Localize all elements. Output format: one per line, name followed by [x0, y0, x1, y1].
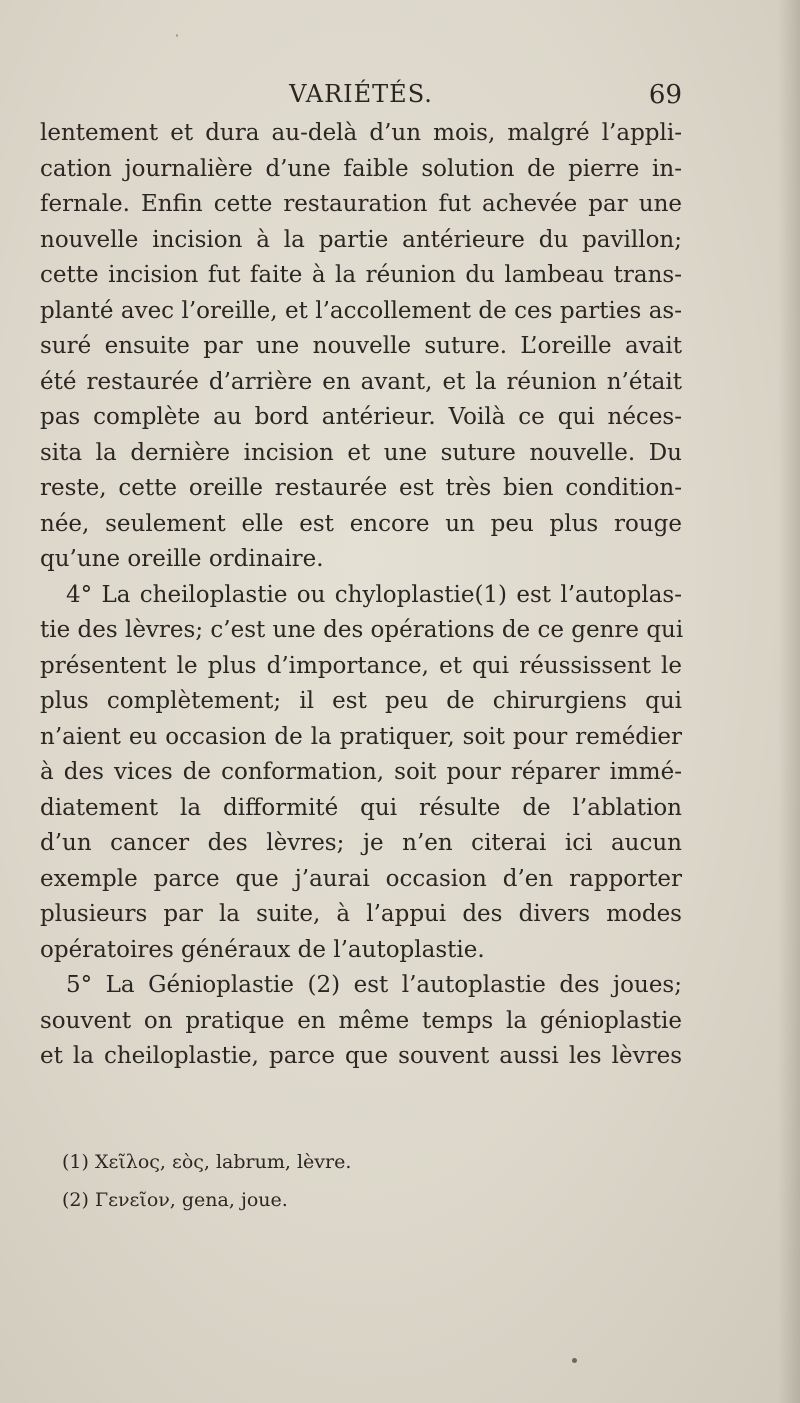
text-line: lentement et dura au-delà d’un mois, malgré l’appli- [40, 120, 682, 146]
text-line: d’un cancer des lèvres; je n’en citerai ici aucun [40, 830, 682, 856]
text-line: été restaurée d’arrière en avant, et la réunion n’était [40, 368, 682, 395]
text-line: n’aient eu occasion de la pratiquer, soit pour remédier [40, 723, 682, 750]
footnotes [62, 1143, 462, 1219]
text-line: à des vices de conformation, soit pour réparer immé- [40, 759, 682, 785]
text-line: diatement la difformité qui résulte de l’ablation [40, 794, 682, 821]
text-line: sita la dernière incision et une suture nouvelle. Du [40, 439, 682, 466]
text-line: opératoires généraux de l’autoplastie. [40, 936, 485, 963]
running-title: VARIÉTÉS. [289, 80, 433, 108]
text-line: cette incision fut faite à la réunion du lambeau trans- [40, 262, 682, 288]
text-line: tie des lèvres; c’est une des opérations de ce genre qui [40, 617, 684, 643]
text-line: suré ensuite par une nouvelle suture. L’oreille avait [40, 333, 682, 359]
paper-speck [176, 34, 178, 37]
text-line: pas complète au bord antérieur. Voilà ce qui néces- [40, 404, 682, 430]
text-line: plus complètement; il est peu de chirurgiens qui [40, 688, 682, 714]
paragraph-start-line: 5° La Génioplastie (2) est l’autoplastie des joues; [66, 972, 682, 998]
text-line: nouvelle incision à la partie antérieure du pavillon; [40, 226, 682, 253]
page-edge-shadow [778, 0, 800, 1403]
footnote: (1) Χεῖλος, εὸς, labrum, lèvre. [62, 1151, 352, 1173]
text-line: née, seulement elle est encore un peu plus rouge [40, 510, 682, 537]
footnote: (2) Γενεῖον, gena, joue. [62, 1189, 288, 1211]
text-line: cation journalière d’une faible solution de pierre in- [40, 155, 682, 182]
text-line: exemple parce que j’aurai occasion d’en rapporter [40, 865, 682, 892]
text-line: fernale. Enfin cette restauration fut achevée par une [40, 191, 682, 217]
text-line: souvent on pratique en même temps la génioplastie [40, 1007, 682, 1034]
text-line: plusieurs par la suite, à l’appui des divers modes [40, 901, 682, 927]
text-line: qu’une oreille ordinaire. [40, 546, 324, 572]
paper-speck [572, 1358, 577, 1363]
page-header [40, 80, 682, 116]
text-line: présentent le plus d’importance, et qui réussissent le [40, 652, 682, 679]
text-line: reste, cette oreille restaurée est très bien condition- [40, 475, 682, 501]
text-line: et la cheiloplastie, parce que souvent aussi les lèvres [40, 1043, 682, 1069]
page-number: 69 [648, 80, 682, 110]
paragraph-start-line: 4° La cheiloplastie ou chyloplastie(1) est l’autoplas- [66, 581, 682, 608]
body-text [40, 116, 682, 1075]
text-line: planté avec l’oreille, et l’accollement de ces parties as- [40, 297, 682, 324]
